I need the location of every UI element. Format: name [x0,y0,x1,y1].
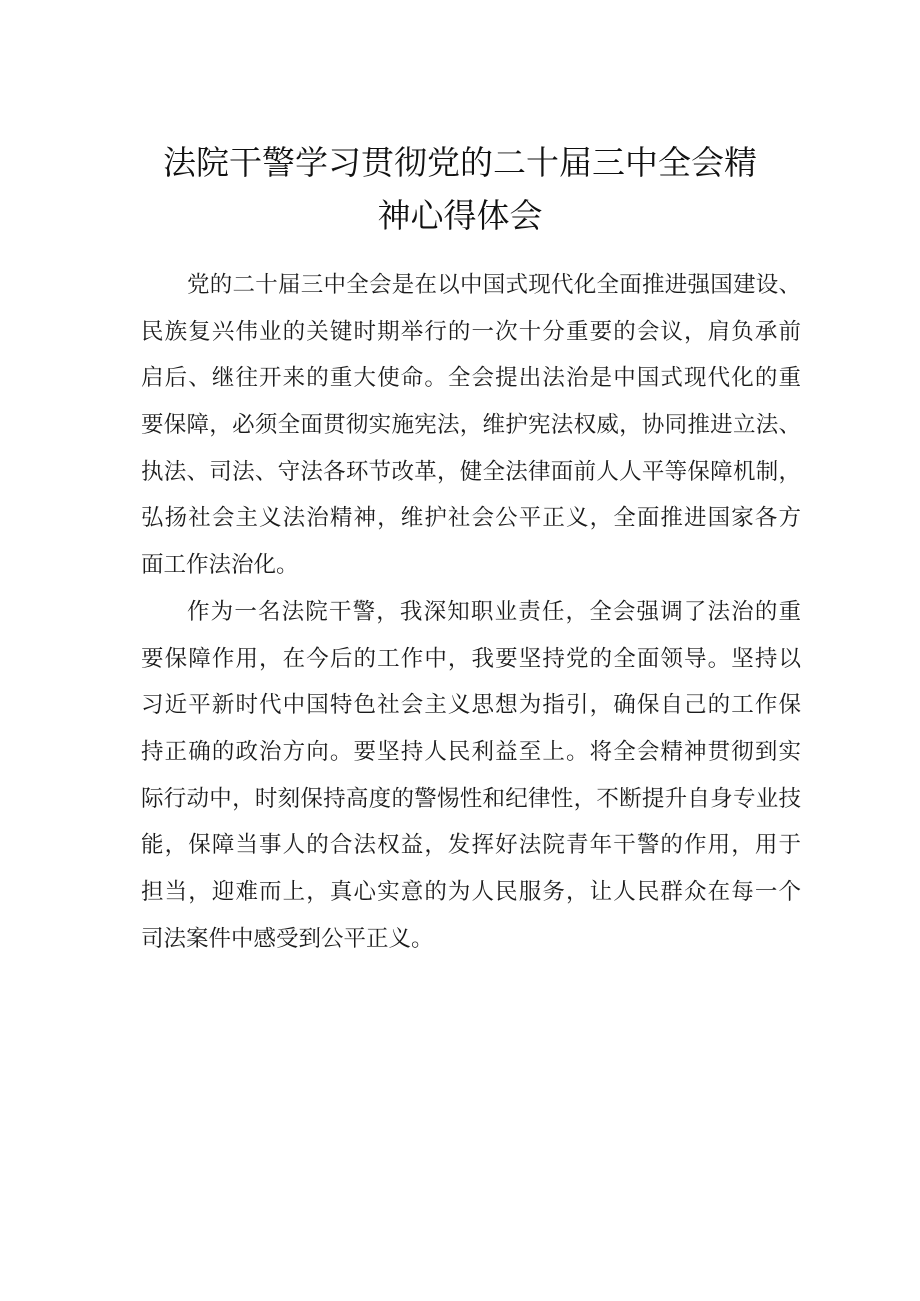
paragraph-line: 民族复兴伟业的关键时期举行的一次十分重要的会议，肩负承前 [141,318,801,345]
paragraph-2 [141,589,801,963]
paragraph-line: 能，保障当事人的合法权益，发挥好法院青年干警的作用，用于 [141,832,801,859]
paragraph-line: 司法案件中感受到公平正义。 [141,925,434,952]
paragraph-line: 启后、继往开来的重大使命。全会提出法治是中国式现代化的重 [141,365,801,392]
paragraph-line: 担当，迎难而上，真心实意的为人民服务，让人民群众在每一个 [141,878,801,905]
paragraph-line: 党的二十届三中全会是在以中国式现代化全面推进强国建设、 [187,272,801,298]
title-line: 神心得体会 [377,196,543,235]
paragraph-line: 习近平新时代中国特色社会主义思想为指引，确保自己的工作保 [141,692,801,719]
paragraph-1 [141,262,801,589]
document-title [90,136,830,242]
title-line: 法院干警学习贯彻党的二十届三中全会精 [163,143,757,182]
paragraph-line: 要保障，必须全面贯彻实施宪法，维护宪法权威，协同推进立法、 [141,412,801,439]
paragraph-line: 面工作法治化。 [141,552,299,579]
paragraph-line: 持正确的政治方向。要坚持人民利益至上。将全会精神贯彻到实 [141,738,801,765]
paragraph-line: 执法、司法、守法各环节改革，健全法律面前人人平等保障机制， [141,458,801,485]
paragraph-line: 弘扬社会主义法治精神，维护社会公平正义，全面推进国家各方 [141,505,801,532]
paragraph-line: 际行动中，时刻保持高度的警惕性和纪律性，不断提升自身专业技 [141,785,801,812]
paragraph-line: 作为一名法院干警，我深知职业责任，全会强调了法治的重 [187,598,801,625]
document-body [141,262,801,962]
paragraph-line: 要保障作用，在今后的工作中，我要坚持党的全面领导。坚持以 [141,645,801,672]
